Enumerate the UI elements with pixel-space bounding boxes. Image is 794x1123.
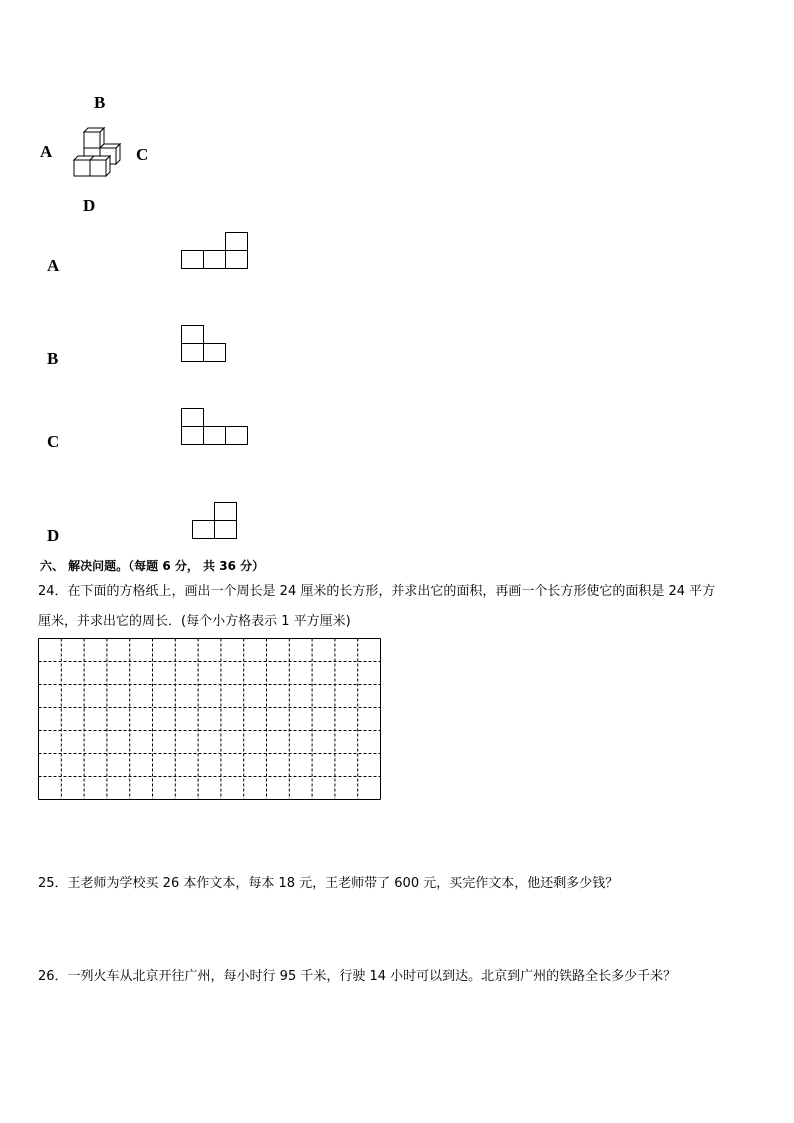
option-c-label: C [47, 432, 60, 451]
section-heading: 六、 解决问题。（每题 6 分， 共 36 分） [40, 559, 265, 573]
option-c-shape [180, 408, 250, 446]
option-b-shape [180, 325, 228, 363]
question-24-line1: 24．在下面的方格纸上，画出一个周长是 24 厘米的长方形，并求出它的面积，再画一个长方形使它的面积是 24 平方 [38, 584, 716, 599]
view-label-left: A [40, 142, 53, 161]
option-a-shape [180, 232, 250, 270]
question-24-line2: 厘米，并求出它的周长．(每个小方格表示 1 平方厘米) [38, 614, 351, 629]
view-label-right: C [136, 145, 149, 164]
option-d-label: D [47, 526, 60, 545]
option-b-label: B [47, 349, 59, 368]
view-label-top: B [94, 93, 106, 112]
option-d-shape [191, 502, 239, 540]
option-a-label: A [47, 256, 60, 275]
question-25: 25．王老师为学校买 26 本作文本，每本 18 元，王老师带了 600 元，买完作文本，他还剩多少钱？ [38, 876, 619, 891]
question-26: 26．一列火车从北京开往广州，每小时行 95 千米，行驶 14 小时可以到达。北京到广州的铁路全长多少千米？ [38, 969, 677, 984]
view-label-bottom: D [83, 196, 96, 215]
grid-paper [38, 638, 384, 803]
cube-stack-figure [70, 126, 122, 180]
